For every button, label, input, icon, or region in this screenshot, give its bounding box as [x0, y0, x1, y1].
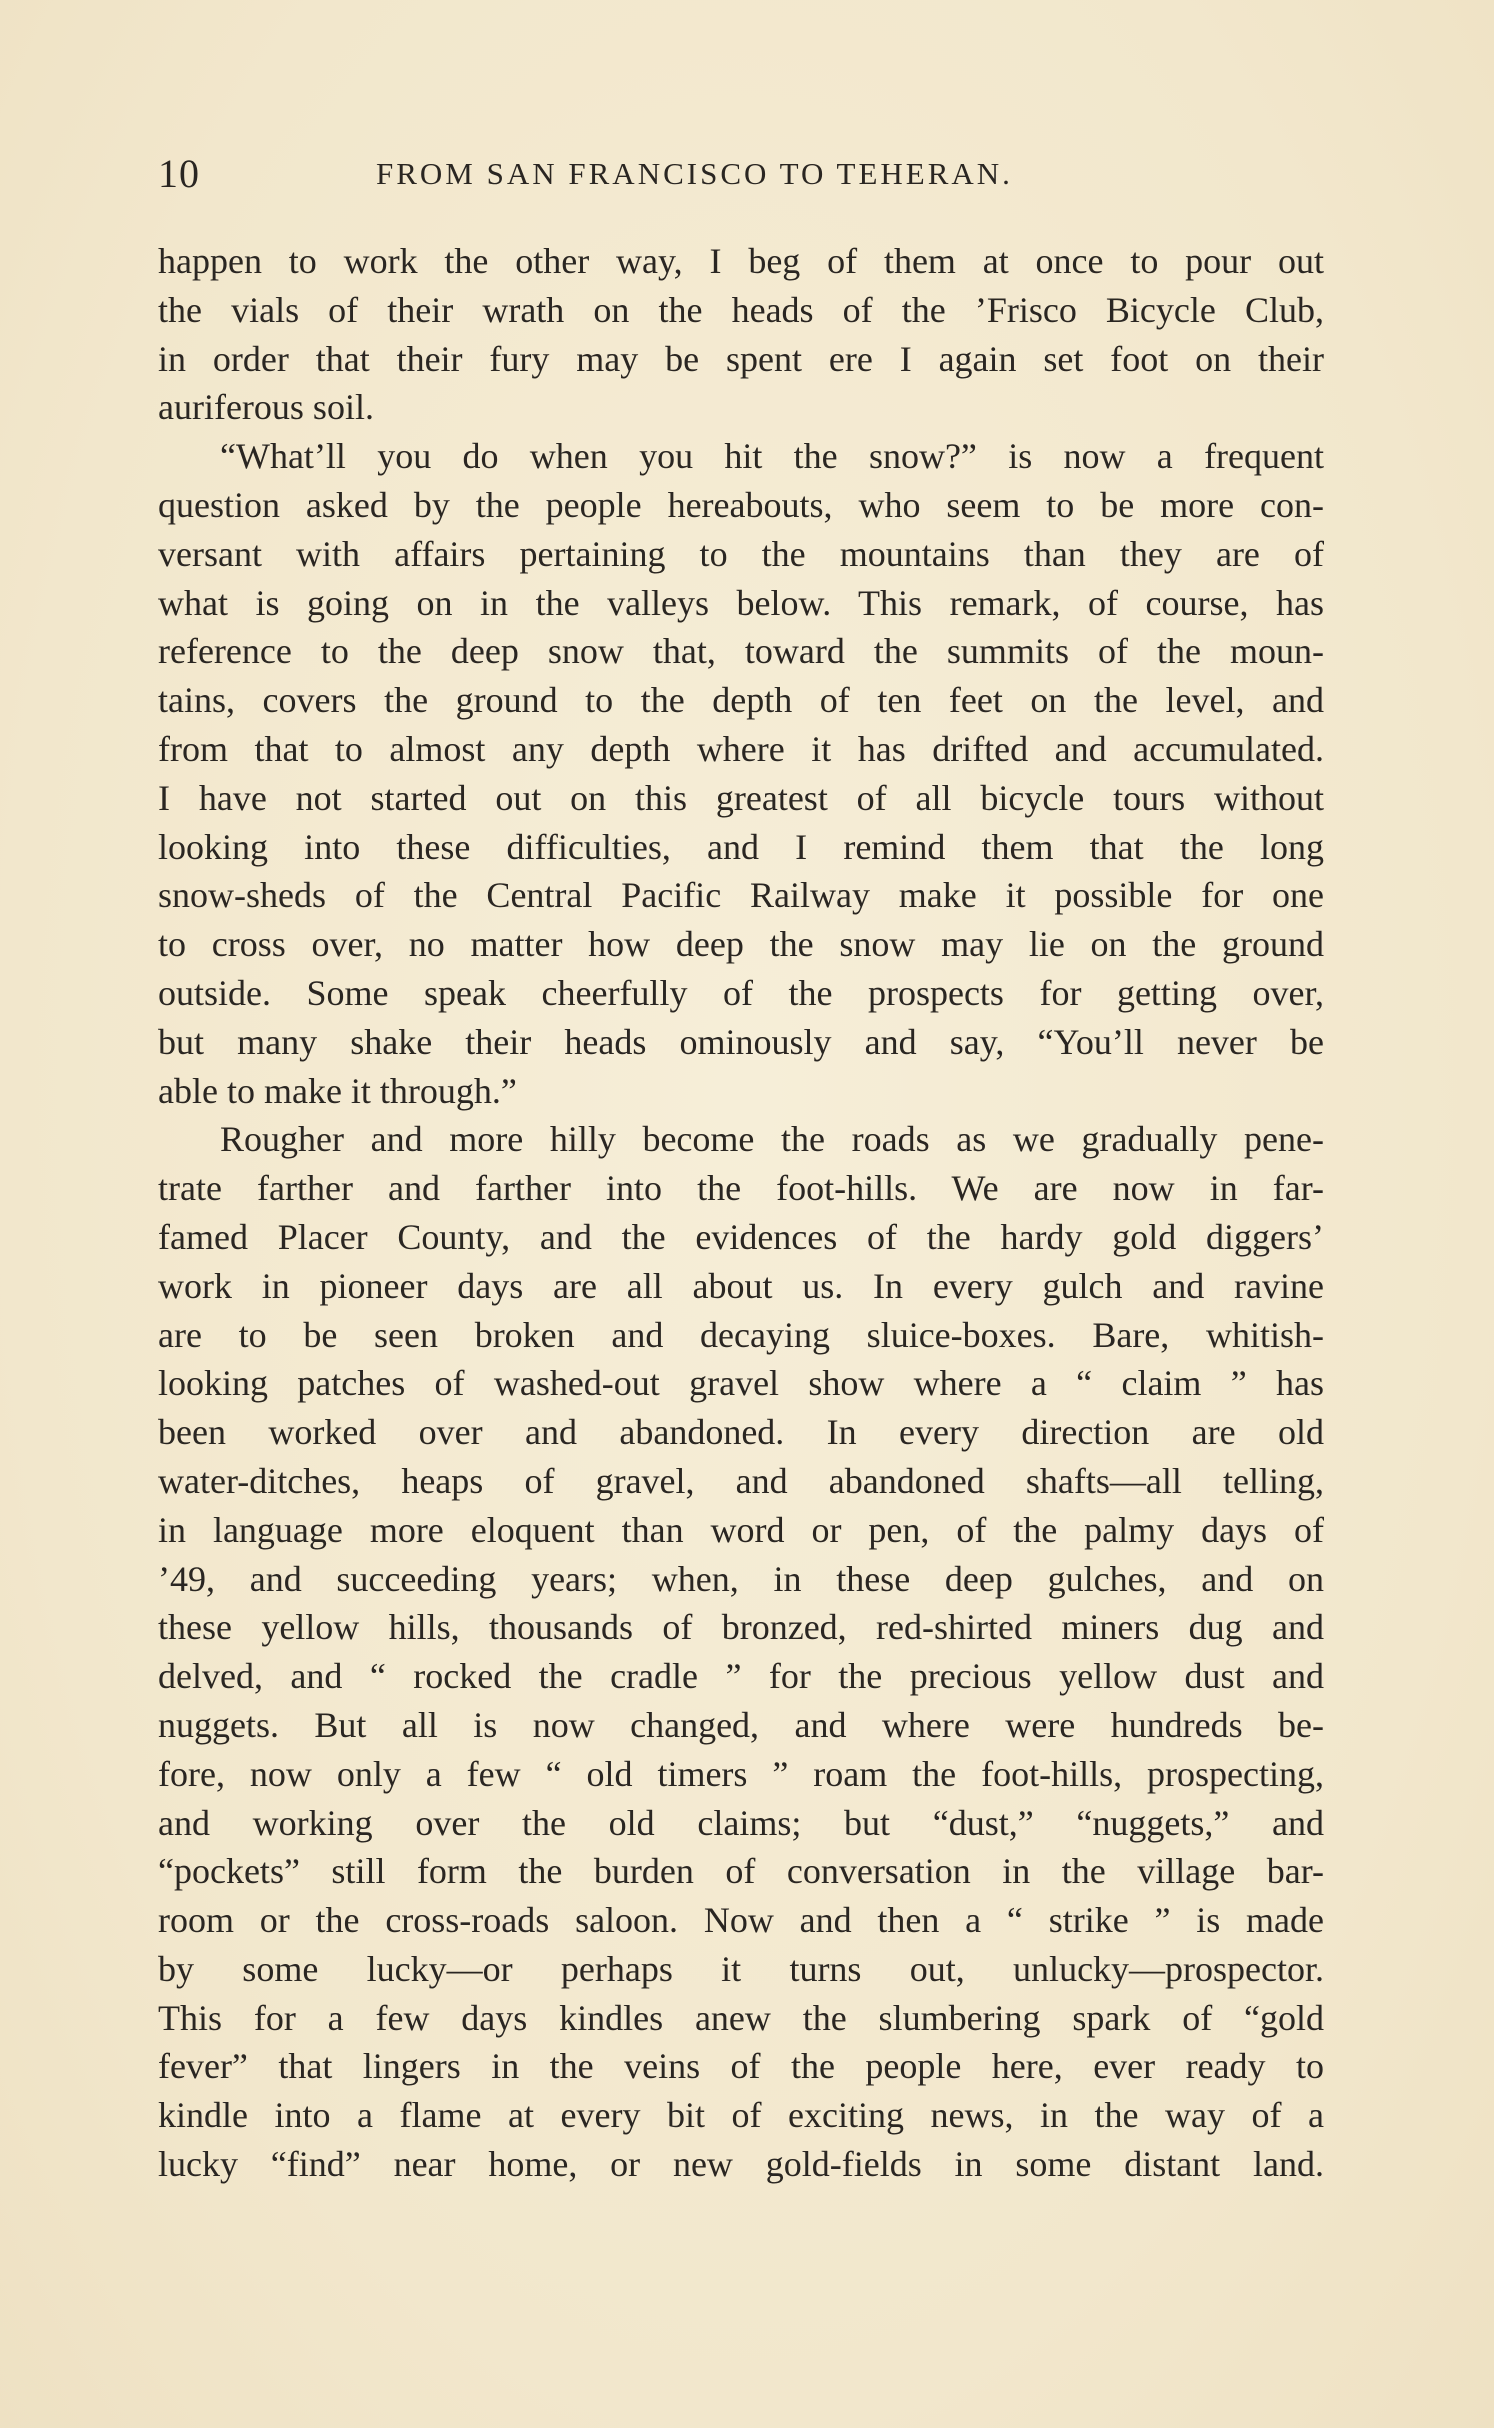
- text-line: happen to work the other way, I beg of them at once to pour out: [158, 241, 1324, 281]
- page-number: 10: [158, 151, 200, 196]
- text-line: looking into these difficulties, and I remind them that the long: [158, 826, 1324, 867]
- text-line: delved, and “ rocked the cradle ” for the precious yellow dust and: [158, 1656, 1324, 1697]
- text-line: fore, now only a few “ old timers ” roam the foot-hills, prospecting,: [158, 1753, 1324, 1794]
- text-line: work in pioneer days are all about us. In every gulch and ravine: [158, 1265, 1324, 1306]
- text-line: what is going on in the valleys below. This remark, of course, has: [158, 582, 1324, 623]
- text-line: by some lucky—or perhaps it turns out, unlucky—prospector.: [158, 1948, 1324, 1989]
- text-line: famed Placer County, and the evidences of the hardy gold diggers’: [158, 1216, 1324, 1257]
- text-line: trate farther and farther into the foot-hills. We are now in far-: [158, 1168, 1324, 1209]
- text-line: are to be seen broken and decaying sluice-boxes. Bare, whitish-: [158, 1314, 1324, 1355]
- body-text: [158, 237, 1324, 2189]
- text-line: versant with affairs pertaining to the mountains than they are of: [158, 533, 1324, 574]
- text-line: nuggets. But all is now changed, and where were hundreds be-: [158, 1704, 1324, 1745]
- text-line: outside. Some speak cheerfully of the prospects for getting over,: [158, 972, 1324, 1013]
- text-line: room or the cross-roads saloon. Now and then a “ strike ” is made: [158, 1900, 1324, 1941]
- text-line: Rougher and more hilly become the roads as we gradually pene-: [220, 1119, 1324, 1160]
- text-line: able to make it through.”: [158, 1070, 517, 1111]
- text-line: This for a few days kindles anew the slumbering spark of “gold: [158, 1997, 1324, 2038]
- text-line: question asked by the people hereabouts, who seem to be more con-: [158, 484, 1324, 525]
- text-line: these yellow hills, thousands of bronzed, red-shirted miners dug and: [158, 1607, 1324, 1648]
- running-title: FROM SAN FRANCISCO TO TEHERAN.: [376, 156, 1013, 191]
- text-line: ’49, and succeeding years; when, in these deep gulches, and on: [158, 1558, 1324, 1599]
- text-line: “pockets” still form the burden of conversation in the village bar-: [158, 1851, 1324, 1892]
- text-line: from that to almost any depth where it has drifted and accumulated.: [158, 728, 1324, 769]
- text-line: “What’ll you do when you hit the snow?” is now a frequent: [220, 436, 1324, 477]
- text-line: tains, covers the ground to the depth of ten feet on the level, and: [158, 680, 1324, 721]
- text-line: looking patches of washed-out gravel show where a “ claim ” has: [158, 1363, 1324, 1404]
- text-line: in order that their fury may be spent ere I again set foot on their: [158, 338, 1324, 379]
- text-line: and working over the old claims; but “dust,” “nuggets,” and: [158, 1802, 1324, 1843]
- text-line: to cross over, no matter how deep the snow may lie on the ground: [158, 924, 1324, 965]
- text-line: kindle into a flame at every bit of exciting news, in the way of a: [158, 2095, 1324, 2136]
- text-line: snow-sheds of the Central Pacific Railway make it possible for one: [158, 875, 1324, 916]
- text-line: but many shake their heads ominously and say, “You’ll never be: [158, 1021, 1324, 1062]
- text-line: reference to the deep snow that, toward the summits of the moun-: [158, 631, 1324, 672]
- text-line: the vials of their wrath on the heads of the ’Frisco Bicycle Club,: [158, 289, 1324, 330]
- text-line: lucky “find” near home, or new gold-fields in some distant land.: [158, 2144, 1324, 2185]
- text-line: fever” that lingers in the veins of the people here, ever ready to: [158, 2046, 1324, 2087]
- text-line: auriferous soil.: [158, 387, 374, 428]
- running-head: [158, 150, 1118, 210]
- text-line: in language more eloquent than word or pen, of the palmy days of: [158, 1509, 1324, 1550]
- text-line: I have not started out on this greatest of all bicycle tours without: [158, 777, 1324, 818]
- text-line: been worked over and abandoned. In every direction are old: [158, 1412, 1324, 1453]
- text-line: water-ditches, heaps of gravel, and abandoned shafts—all telling,: [158, 1460, 1324, 1501]
